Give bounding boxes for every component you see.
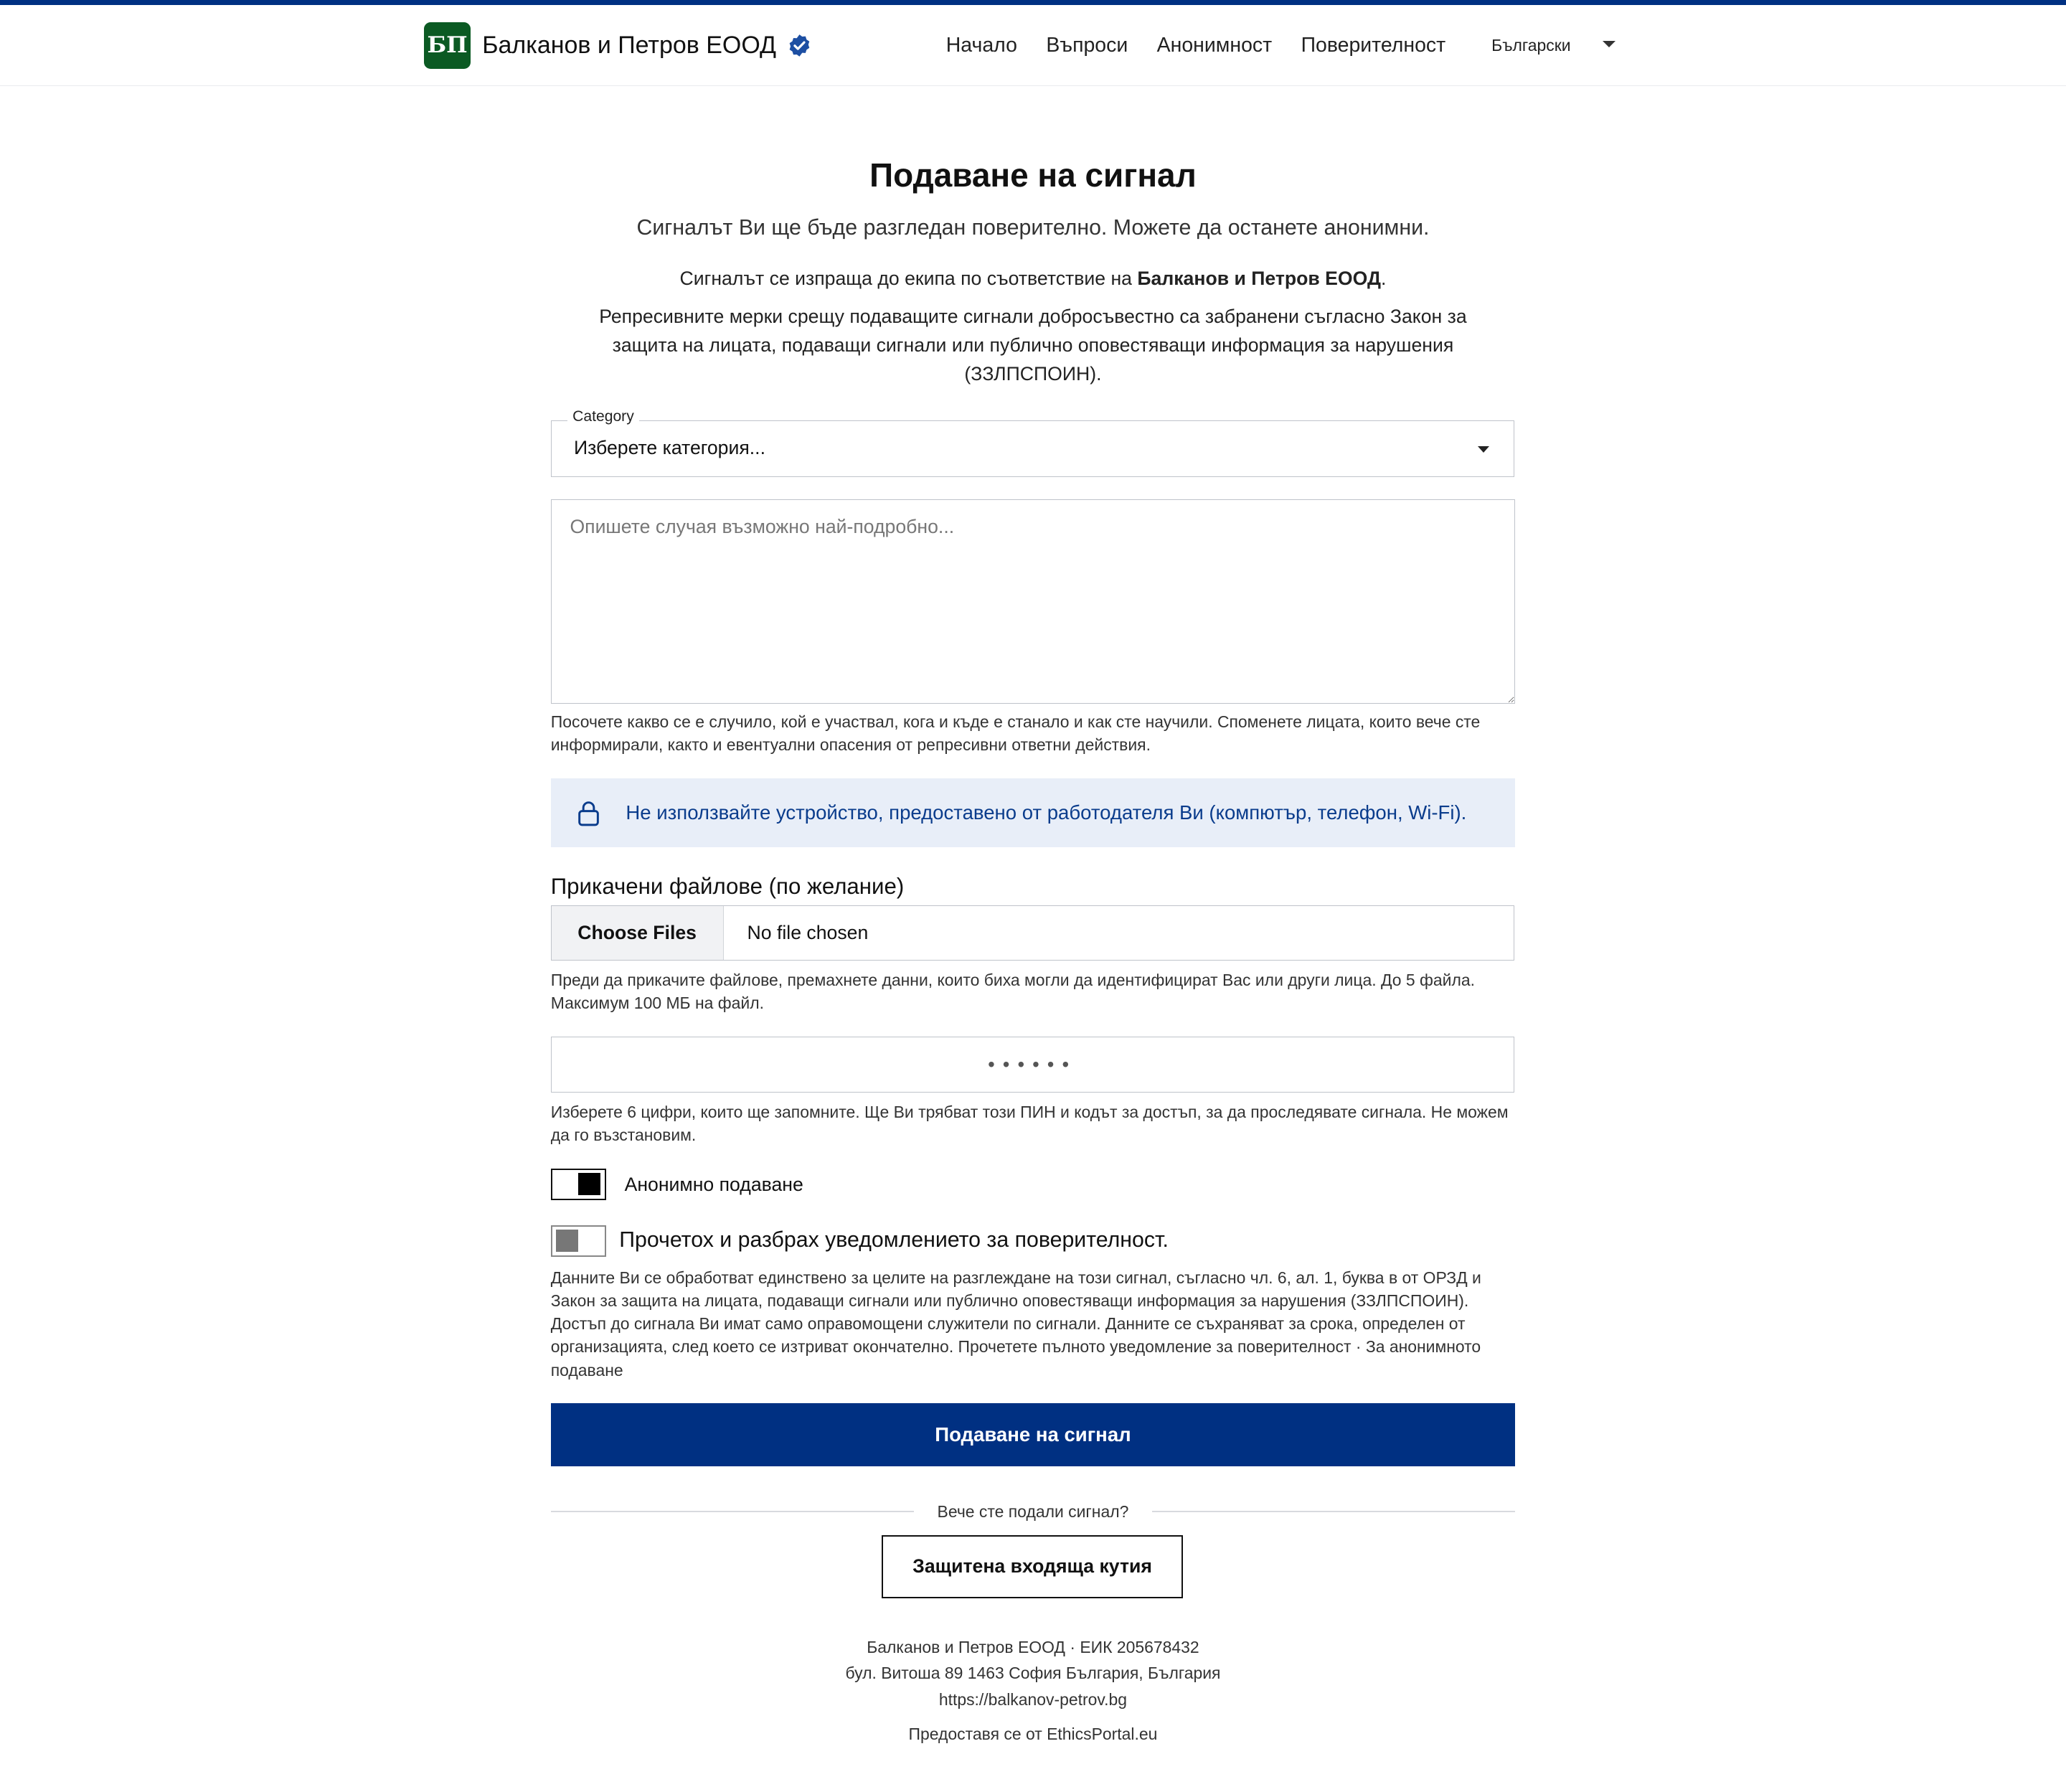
description-textarea[interactable]	[551, 499, 1515, 704]
site-header	[0, 5, 2066, 86]
privacy-notice-text: Данните Ви се обработват единствено за целите на разглеждане на този сигнал, съгласно чл. 6, ал. 1, буква в от ОРЗД и Закон за защита на лицата, подаващи сигнали или публично оповестяващи информация за нарушения (ЗЗЛПСПОИН). Достъп до сигнала Ви имат само оправомощени служители по сигнали. Данните се съхраняват за срока, определен от организацията, след което се изтриват окончателно. Прочетете пълното уведомление за поверителност · За анонимното подаване	[550, 1268, 1481, 1380]
file-input[interactable]	[551, 905, 1514, 961]
category-select[interactable]	[551, 407, 1514, 477]
notice-text: Не използвайте устройство, предоставено от работодателя Ви (компютър, телефон, Wi-Fi).	[626, 801, 1467, 824]
attachments-title: Прикачени файлове (по желание)	[550, 873, 905, 899]
lock-icon	[577, 800, 600, 826]
routing-suffix: .	[1380, 267, 1387, 289]
anonymous-toggle-label: Анонимно подаване	[624, 1174, 803, 1196]
company-logo: БП	[424, 22, 470, 68]
verified-badge-icon	[787, 33, 812, 58]
page-subtitle: Сигналът Ви ще бъде разгледан поверително. Можете да останете анонимни.	[636, 216, 1430, 240]
divider-line	[551, 1511, 914, 1512]
language-select[interactable]	[1491, 5, 1621, 85]
footer-company: Балканов и Петров ЕООД · ЕИК 205678432	[867, 1637, 1199, 1656]
category-label: Category	[567, 408, 639, 425]
pin-input[interactable]	[551, 1037, 1514, 1092]
routing-info	[551, 268, 1515, 290]
language-value: Български	[1491, 35, 1571, 55]
routing-prefix: Сигналът се изпраща до екипа по съответствие на	[679, 267, 1138, 289]
toggle-knob	[578, 1173, 600, 1195]
routing-company: Балканов и Петров ЕООД	[1137, 267, 1381, 289]
device-warning-notice	[551, 778, 1515, 847]
main-nav	[946, 5, 1475, 85]
privacy-consent-label: Прочетох и разбрах уведомлението за поверителност.	[619, 1227, 1169, 1252]
file-status: No file chosen	[747, 921, 869, 943]
divider-line	[1152, 1511, 1515, 1512]
secure-inbox-button[interactable]: Защитена входяща кутия	[882, 1535, 1184, 1598]
nav-questions[interactable]: Въпроси	[1046, 33, 1128, 57]
legal-protection-text: Репресивните мерки срещу подаващите сигнали добросъвестно са забранени съгласно Закон за защита на лицата, подаващи сигнали или публично оповестяващи информация за нарушения (ЗЗЛПСПОИН).	[599, 305, 1467, 385]
already-submitted-divider	[551, 1502, 1515, 1522]
pin-placeholder: ••••••	[988, 1053, 1077, 1076]
brand-name: Балканов и Петров ЕООД	[482, 31, 777, 59]
choose-files-button[interactable]: Choose Files	[552, 906, 724, 960]
page-title: Подаване на сигнал	[869, 156, 1197, 194]
submit-report-button[interactable]: Подаване на сигнал	[551, 1403, 1515, 1466]
provided-by[interactable]: Предоставя се от EthicsPortal.eu	[908, 1725, 1158, 1744]
already-submitted-text: Вече сте подали сигнал?	[937, 1501, 1129, 1521]
nav-anonymity[interactable]: Анонимност	[1156, 33, 1273, 57]
top-accent-bar	[0, 0, 2066, 5]
pin-hint: Изберете 6 цифри, които ще запомните. Ще Ви трябват този ПИН и кодът за достъп, за да проследявате сигнала. Не можем да го възстановим.	[550, 1102, 1509, 1144]
attachments-hint: Преди да прикачите файлове, премахнете данни, които биха могли да идентифицират Вас или други лица. До 5 файла. Максимум 100 МБ на файл.	[550, 970, 1475, 1013]
anonymous-toggle[interactable]	[551, 1169, 606, 1200]
toggle-knob	[556, 1230, 578, 1252]
description-hint: Посочете какво се е случило, кой е участвал, кога и къде е станало и как сте научили. Споменете лицата, които вече сте информирали, както и евентуални опасения от репресивни ответни действия.	[550, 712, 1481, 755]
brand[interactable]	[424, 22, 811, 68]
chevron-down-icon	[1603, 41, 1615, 47]
footer-address: бул. Витоша 89 1463 София България, България	[845, 1664, 1221, 1683]
footer-website[interactable]: https://balkanov-petrov.bg	[938, 1689, 1128, 1709]
chevron-down-icon	[1478, 446, 1489, 453]
category-value: Изберете категория...	[573, 436, 765, 458]
footer	[551, 1634, 1515, 1713]
nav-privacy[interactable]: Поверителност	[1301, 33, 1446, 57]
nav-home[interactable]: Начало	[945, 33, 1017, 57]
privacy-consent-toggle[interactable]	[551, 1225, 606, 1257]
